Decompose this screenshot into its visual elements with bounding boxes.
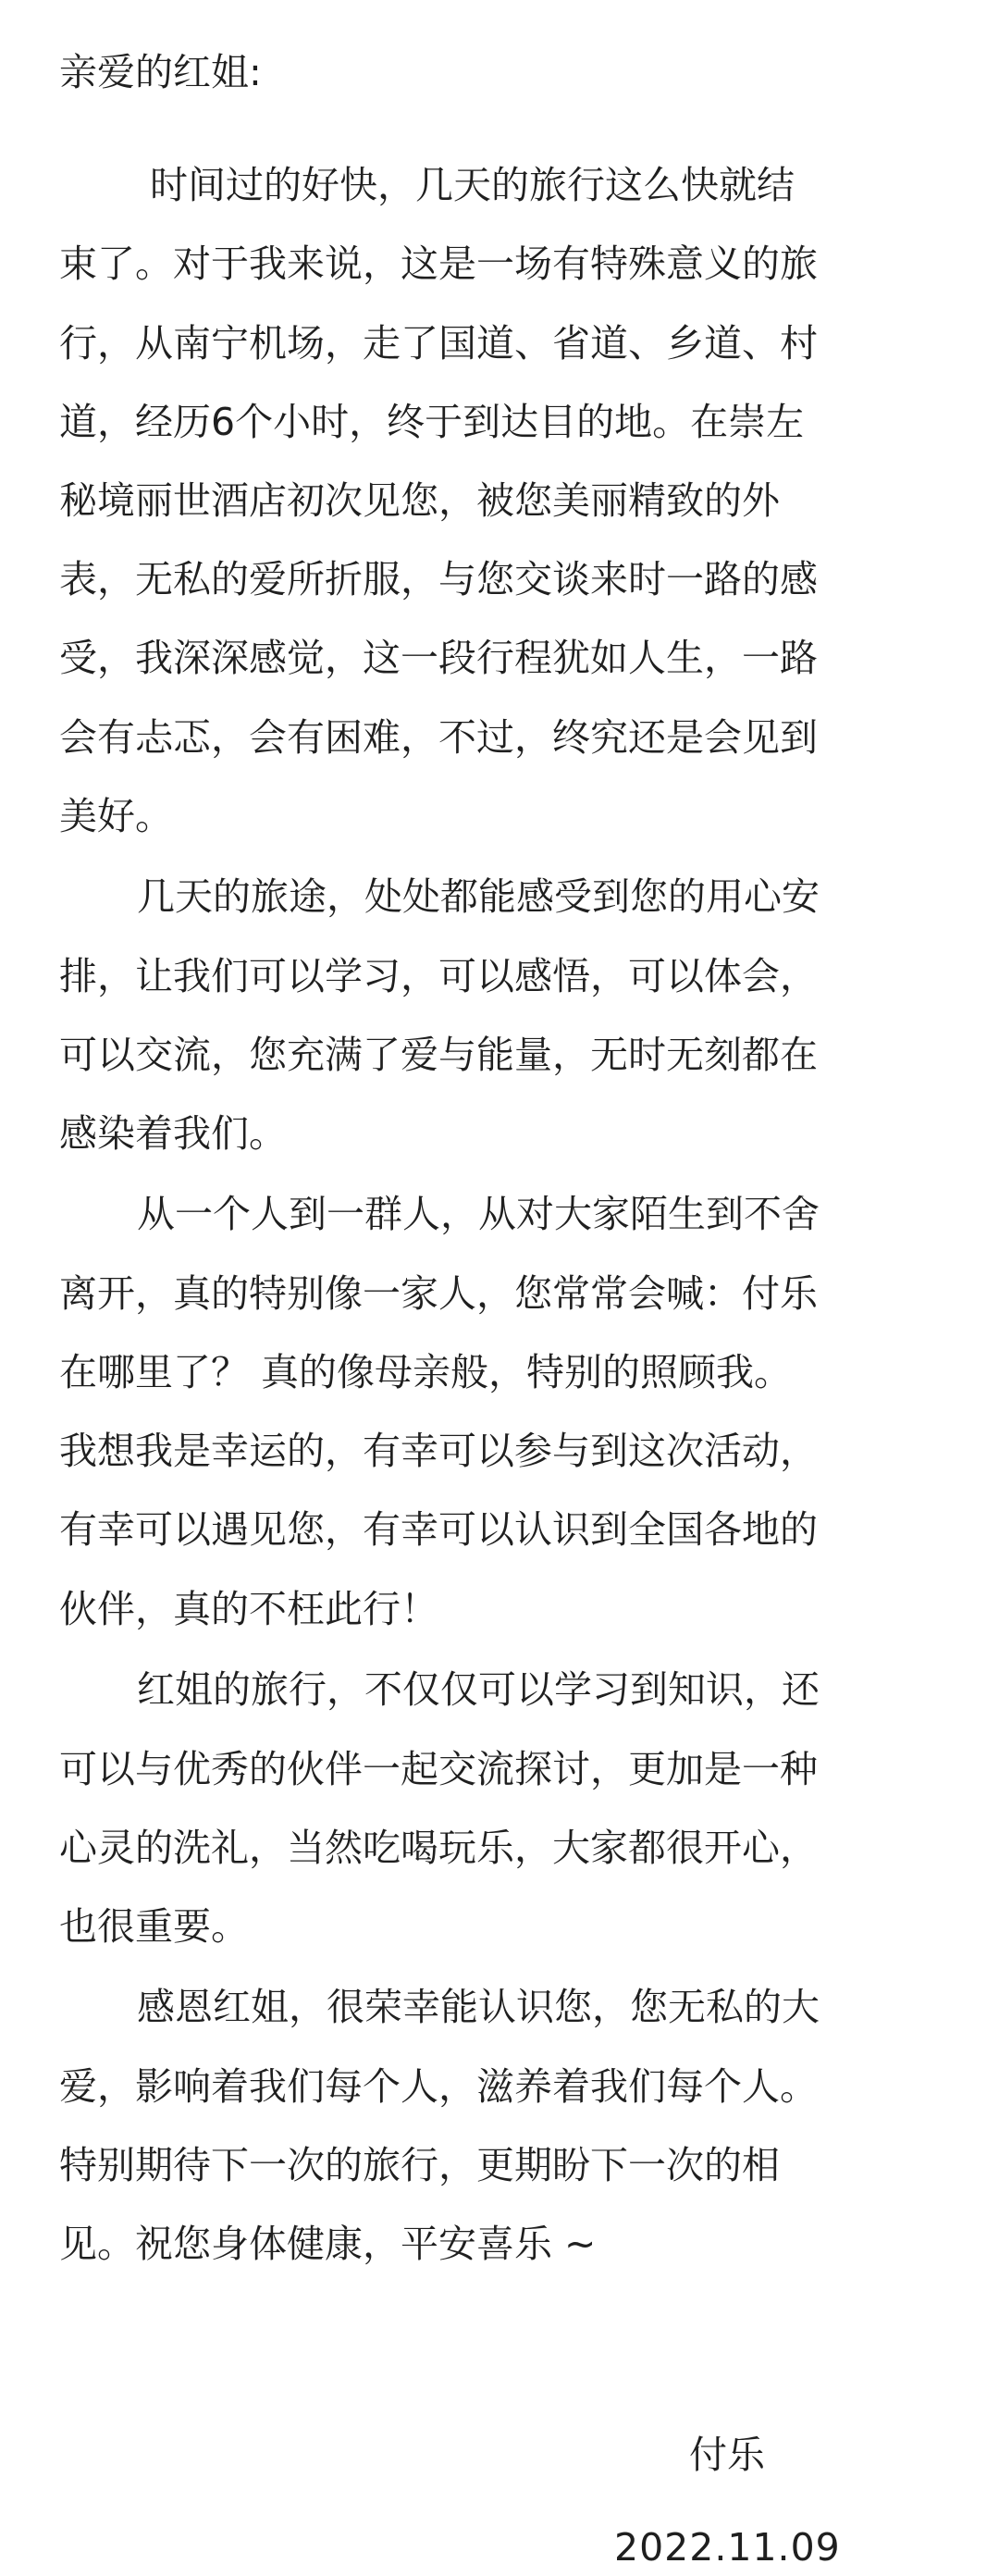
paragraph-5-line-2: 爱，影响着我们每个人，滋养着我们每个人。 [59, 2064, 818, 2109]
signature-name: 付乐 [689, 2433, 765, 2477]
paragraph-1-line-5: 秘境丽世酒店初次见您，被您美丽精致的外 [59, 478, 780, 523]
paragraph-2-line-1: 几天的旅途，处处都能感受到您的用心安 [137, 874, 820, 919]
salutation: 亲爱的红姐: [59, 50, 262, 94]
paragraph-1-line-7: 受，我深深感觉，这一段行程犹如人生，一路 [59, 636, 818, 680]
paragraph-3-line-4: 我想我是幸运的，有幸可以参与到这次活动， [59, 1429, 818, 1473]
paragraph-4-line-1: 红姐的旅行，不仅仅可以学习到知识，还 [137, 1667, 820, 1712]
paragraph-5-line-4: 见。祝您身体健康，平安喜乐 ~ [59, 2222, 597, 2266]
paragraph-2-line-2: 排，让我们可以学习，可以感悟，可以体会， [59, 954, 818, 998]
signature-date: 2022.11.09 [614, 2525, 841, 2570]
paragraph-5-line-1: 感恩红姐，很荣幸能认识您，您无私的大 [137, 1985, 820, 2029]
paragraph-2-line-3: 可以交流，您充满了爱与能量，无时无刻都在 [59, 1033, 818, 1077]
paragraph-3-line-2: 离开，真的特别像一家人，您常常会喊：付乐 [59, 1271, 818, 1316]
paragraph-2-line-4: 感染着我们。 [59, 1111, 287, 1156]
paragraph-4-line-4: 也很重要。 [59, 1904, 249, 1949]
paragraph-5-line-3: 特别期待下一次的旅行，更期盼下一次的相 [59, 2143, 780, 2187]
paragraph-1-line-8: 会有忐忑，会有困难，不过，终究还是会见到 [59, 715, 818, 760]
paragraph-1-line-4: 道，经历6个小时，终于到达目的地。在崇左 [59, 400, 805, 444]
paragraph-1-line-1: 时间过的好快，几天的旅行这么快就结 [150, 163, 795, 207]
paragraph-1-line-9: 美好。 [59, 794, 173, 838]
paragraph-3-line-3: 在哪里了？ 真的像母亲般，特别的照顾我。 [59, 1350, 793, 1394]
paragraph-1-line-6: 表，无私的爱所折服，与您交谈来时一路的感 [59, 557, 818, 601]
paragraph-3-line-1: 从一个人到一群人，从对大家陌生到不舍 [137, 1192, 820, 1236]
paragraph-1-line-2: 束了。对于我来说，这是一场有特殊意义的旅 [59, 242, 818, 286]
paragraph-3-line-5: 有幸可以遇见您，有幸可以认识到全国各地的 [59, 1507, 818, 1552]
paragraph-1-line-3: 行，从南宁机场，走了国道、省道、乡道、村 [59, 321, 818, 365]
paragraph-4-line-2: 可以与优秀的伙伴一起交流探讨，更加是一种 [59, 1747, 818, 1791]
paragraph-4-line-3: 心灵的洗礼，当然吃喝玩乐，大家都很开心， [59, 1826, 818, 1870]
paragraph-3-line-6: 伙伴，真的不枉此行！ [59, 1587, 438, 1631]
